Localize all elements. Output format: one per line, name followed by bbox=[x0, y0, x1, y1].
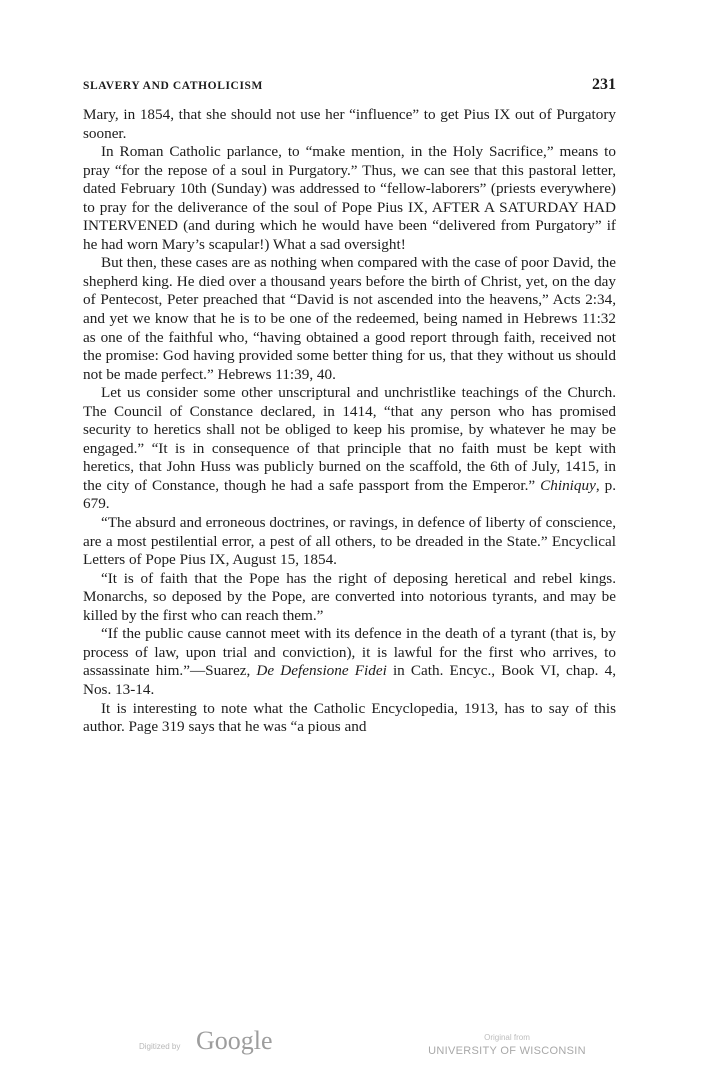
paragraph-4 bbox=[83, 384, 616, 514]
body-text bbox=[83, 106, 616, 737]
paragraph-2: In Roman Catholic parlance, to “make mention, in the Holy Sacrifice,” means to pray “for the repose of a soul in Purgatory.” Thus, we can see that this pastoral letter, dated February 10th (Sunday) was addressed to “fellow-laborers” (priests everywhere) to pray for the deliverance of the soul of Pope Pius IX, AFTER A SATURDAY HAD INTERVENED (and during which he would have been “delivered from Purgatory” if he had worn Mary’s scapular!) What a sad oversight! bbox=[83, 143, 616, 253]
page-number: 231 bbox=[592, 76, 616, 93]
paragraph-4-text: Let us consider some other unscriptural and unchristlike teachings of the Church. The Council of Constance declared, in 1414, “that any person who has promised security to heretics shall not be obliged to keep his promise, by whatever he may be engaged.” “It is in consequence of that principle that no faith must be kept with heretics, that John Huss was publicly burned on the scaffold, the 6th of July, 1415, in the city of Constance, though he had a safe passport from the Emperor.” bbox=[83, 384, 616, 494]
citation-work: De Defensione Fidei bbox=[256, 662, 387, 680]
scan-footer bbox=[0, 1026, 711, 1070]
original-from-label: Original from bbox=[484, 1033, 530, 1042]
citation-source: Chiniquy bbox=[540, 476, 596, 494]
citation-page: , p. 679. bbox=[83, 476, 617, 513]
paragraph-1: Mary, in 1854, that she should not use her “influence” to get Pius IX out of Purgatory sooner. bbox=[83, 106, 616, 142]
paragraph-3: But then, these cases are as nothing when compared with the case of poor David, the shepherd king. He died over a thousand years before the birth of Christ, yet, on the day of Pentecost, Peter preached that “David is not ascended into the heavens,” Acts 2:34, and yet we know that he is to be one of the redeemed, being named in Hebrews 11:32 as one of the faithful who, “having obtained a good report through faith, received not the promise: God having provided some better thing for us, that they without us should not be made perfect.” Hebrews 11:39, 40. bbox=[83, 254, 616, 383]
google-logo: Google bbox=[196, 1026, 273, 1055]
paragraph-8: It is interesting to note what the Catholic Encyclopedia, 1913, has to say of this author. Page 319 says that he was “a pious and bbox=[83, 699, 616, 736]
paragraph-5: “The absurd and erroneous doctrines, or ravings, in defence of liberty of conscience, are a most pestilential error, a pest of all others, to be dreaded in the State.” Encyclical Letters of Pope Pius IX, August 15, 1854. bbox=[83, 514, 616, 569]
running-title: SLAVERY AND CATHOLICISM bbox=[83, 80, 263, 92]
running-head bbox=[83, 76, 616, 100]
paragraph-7-text: “If the public cause cannot meet with its defence in the death of a tyrant (that is, by process of law, upon trial and conviction), it is lawful for the first who arrives, to assassinate him.”—Suarez, bbox=[83, 625, 616, 680]
digitized-by-label: Digitized by bbox=[139, 1042, 181, 1051]
paragraph-6: “It is of faith that the Pope has the right of deposing heretical and rebel kings. Monarchs, so deposed by the Pope, are converted into notorious tyrants, and may be killed by the first who can reach them.” bbox=[83, 569, 616, 624]
citation-reference: in Cath. Encyc., Book VI, chap. 4, Nos. 13-14. bbox=[83, 662, 617, 698]
source-library: UNIVERSITY OF WISCONSIN bbox=[428, 1045, 586, 1057]
paragraph-7 bbox=[83, 625, 616, 699]
book-page bbox=[83, 76, 616, 737]
